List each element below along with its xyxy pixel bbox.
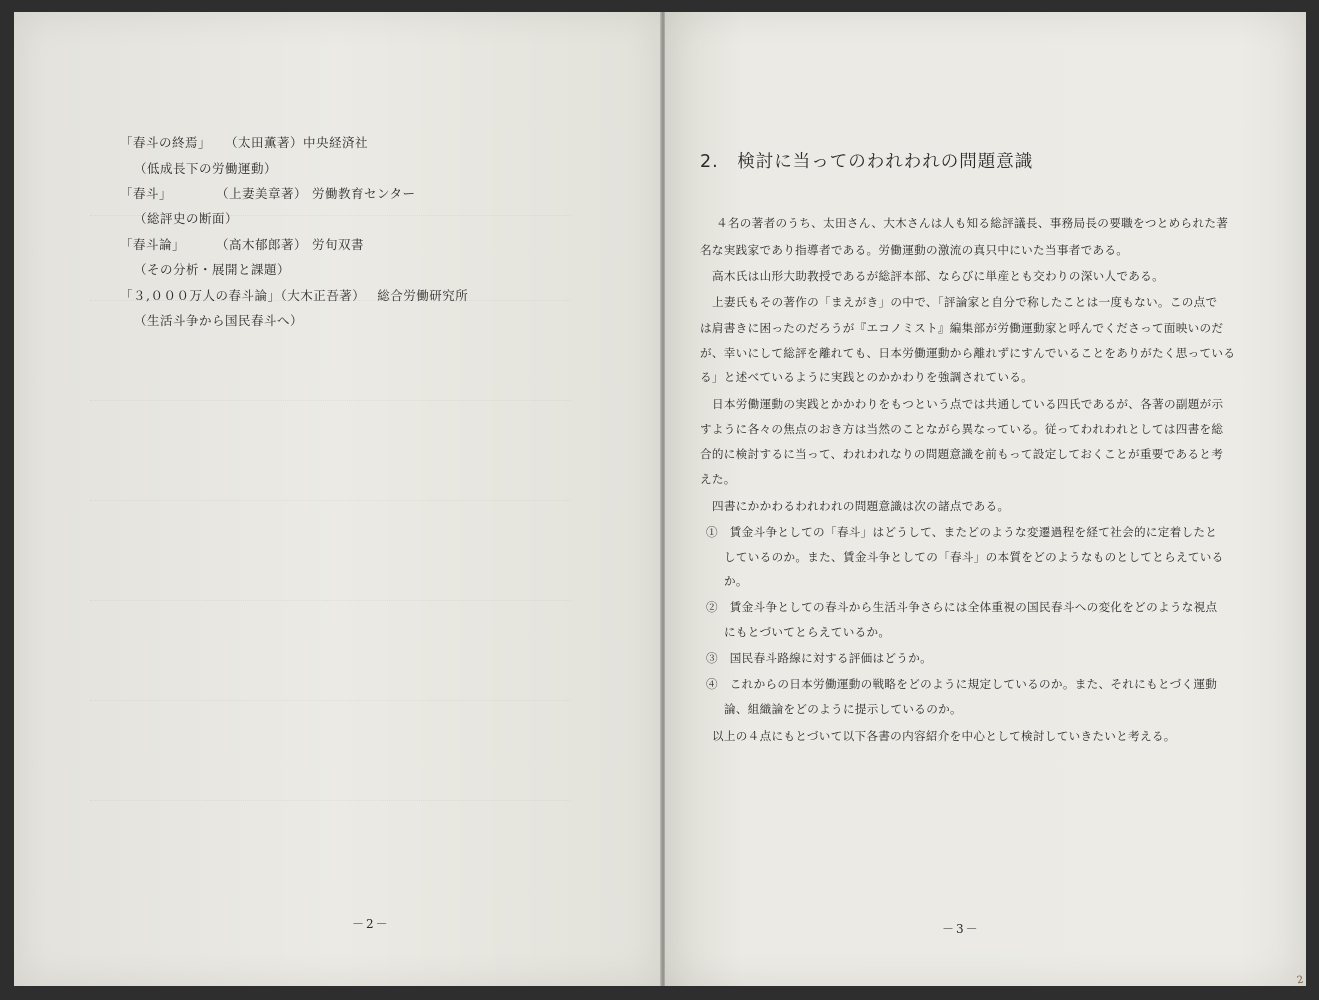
bleed-line xyxy=(90,600,570,602)
list-item-1: ① 賃金斗争としての「春斗」はどうして、またどのような変遷過程を経て社会的に定着したと xyxy=(706,525,1218,539)
reference-2-subtitle: （総評史の断面） xyxy=(134,211,239,226)
reference-publisher: 総合労働研究所 xyxy=(377,288,469,303)
right-page-number: －3－ xyxy=(942,922,980,936)
reference-publisher: 労旬双書 xyxy=(312,237,365,252)
body-line: は肩書きに困ったのだろうが『エコノミスト』編集部が労働運動家と呼んでくださって面映いのだ xyxy=(700,321,1224,335)
list-item-3: ③ 国民春斗路線に対する評価はどうか。 xyxy=(706,651,932,665)
body-line: が、幸いにして総評を離れても、日本労働運動から離れずにすんでいることをありがたく思っている xyxy=(700,346,1236,360)
reference-author: （高木郁郎著） xyxy=(216,237,308,252)
section-heading: 2. 検討に当ってのわれわれの問題意識 xyxy=(700,152,1034,172)
reference-3-subtitle: （その分析・展開と課題） xyxy=(134,262,291,277)
body-line: 合的に検討するに当って、われわれなりの問題意識を前もって設定しておくことが重要であると考 xyxy=(700,447,1224,461)
reference-4-line xyxy=(120,288,468,304)
body-line: 以上の４点にもとづいて以下各書の内容紹介を中心として検討していきたいと考える。 xyxy=(712,729,1176,743)
reference-3-line xyxy=(120,237,364,253)
body-line: 名な実践家であり指導者である。労働運動の激流の真只中にいた当事者である。 xyxy=(700,243,1129,257)
reference-title: 「春斗」 xyxy=(120,186,173,201)
left-page-number: －2－ xyxy=(352,917,390,931)
body-line: 高木氏は山形大助教授であるが総評本部、ならびに単産とも交わりの深い人である。 xyxy=(712,269,1164,283)
reference-title: 「春斗の終焉」 xyxy=(120,135,212,150)
reference-2-line xyxy=(120,186,416,202)
reference-1-subtitle: （低成長下の労働運動） xyxy=(134,161,278,176)
list-item-4-cont: 論、組織論をどのように提示しているのか。 xyxy=(724,702,962,716)
bleed-line xyxy=(90,800,570,802)
left-page xyxy=(14,12,661,986)
bleed-line xyxy=(90,700,570,702)
bleed-line xyxy=(90,400,570,402)
list-item-1-cont: しているのか。また、賃金斗争としての「春斗」の本質をどのようなものとしてとらえている xyxy=(724,550,1224,564)
list-item-2: ② 賃金斗争としての春斗から生活斗争さらには全体重視の国民春斗への変化をどのような視点 xyxy=(706,600,1218,614)
body-line: 四書にかかわるわれわれの問題意識は次の諸点である。 xyxy=(712,499,1010,513)
body-line: 上妻氏もその著作の「まえがき」の中で、「評論家と自分で称したことは一度もない。この点で xyxy=(712,295,1218,309)
corner-mark: 2 xyxy=(1295,974,1304,987)
reference-author: （上妻美章著） xyxy=(216,186,308,201)
body-line: る」と述べているように実践とのかかわりを強調されている。 xyxy=(700,370,1034,384)
reference-author: （太田薫著）中央経済社 xyxy=(225,135,369,150)
reference-4-subtitle: （生活斗争から国民春斗へ） xyxy=(134,313,304,328)
list-item-1-cont: か。 xyxy=(724,574,748,588)
list-item-4: ④ これからの日本労働運動の戦略をどのように規定しているのか。また、それにもとづく運動 xyxy=(706,677,1218,691)
body-line: すように各々の焦点のおき方は当然のことながら異なっている。従ってわれわれとしては四書を総 xyxy=(700,422,1224,436)
bleed-line xyxy=(90,500,570,502)
reference-publisher: 労働教育センター xyxy=(312,186,416,201)
reference-title: 「春斗論」 xyxy=(120,237,186,252)
list-item-2-cont: にもとづいてとらえているか。 xyxy=(724,625,891,639)
reference-1-line xyxy=(120,135,368,151)
body-line: 日本労働運動の実践とかかわりをもつという点では共通している四氏であるが、各著の副題が示 xyxy=(712,397,1224,411)
reference-title: 「３,０００万人の春斗論」（大木正吾著） xyxy=(120,288,366,303)
body-line: えた。 xyxy=(700,472,736,486)
body-line: ４名の著者のうち、太田さん、大木さんは人も知る総評議長、事務局長の要職をつとめられた著 xyxy=(716,216,1229,230)
